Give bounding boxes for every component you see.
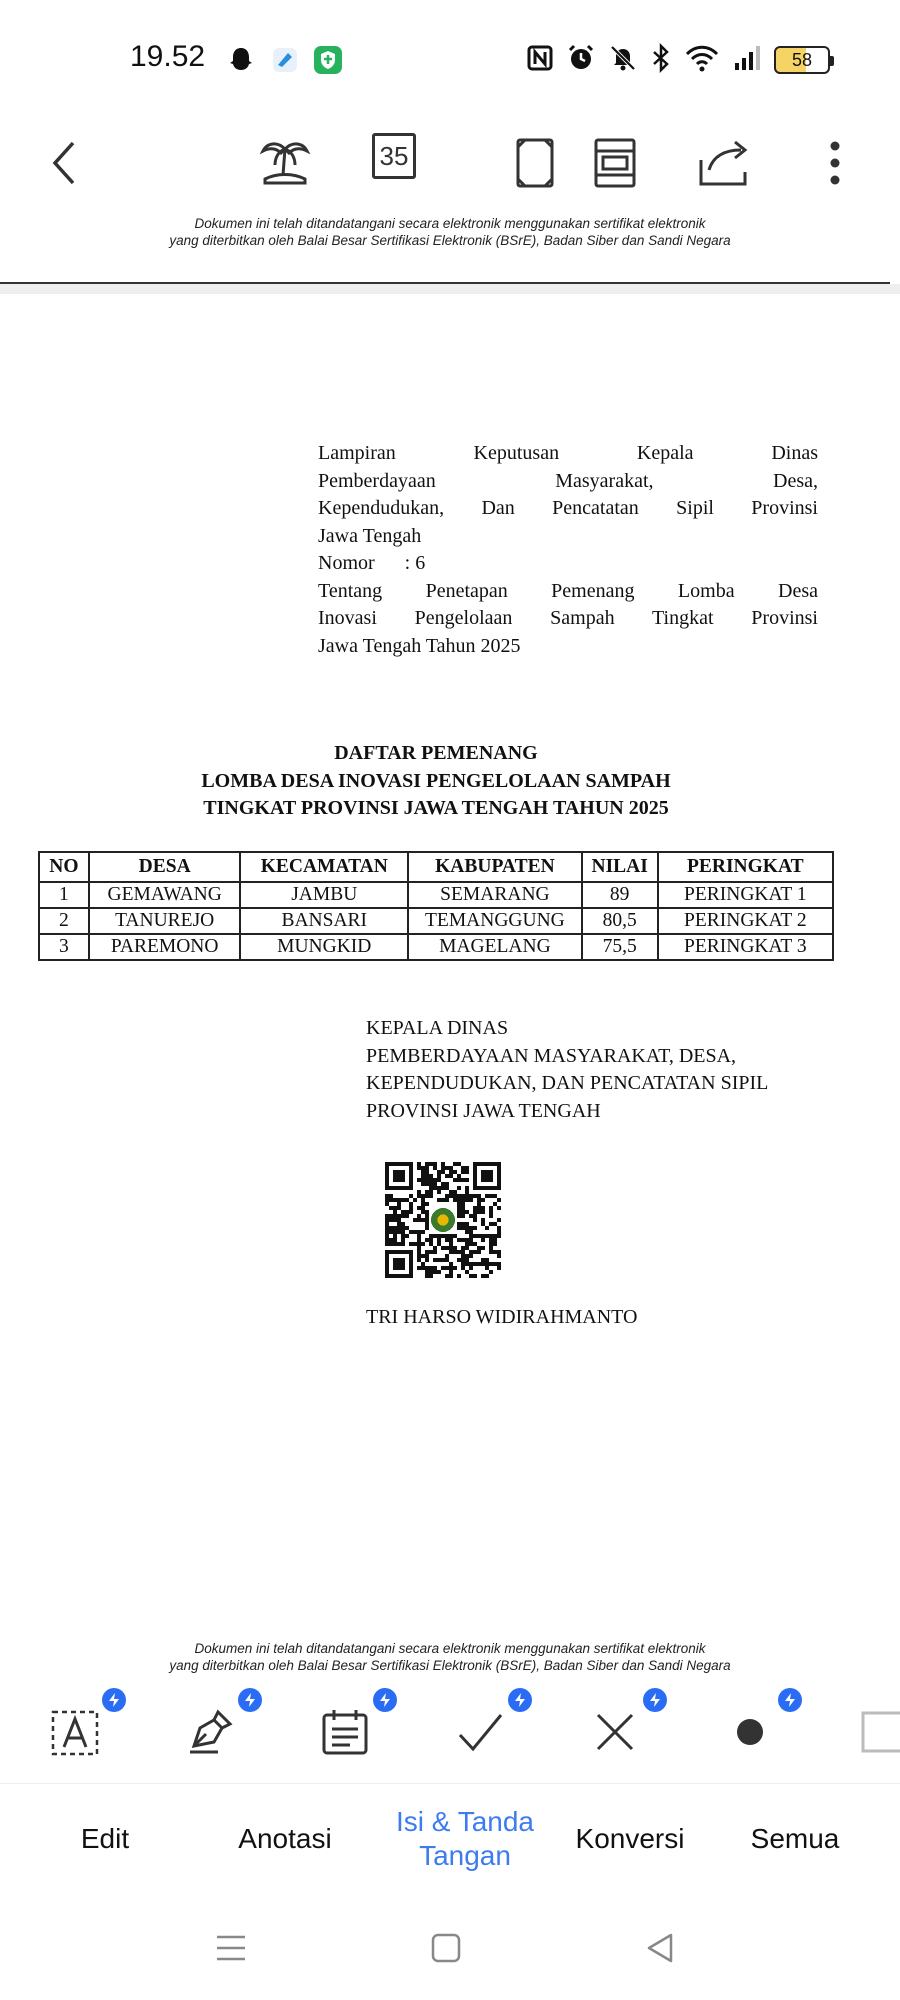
- table-row: [39, 934, 833, 960]
- cell-kecamatan: BANSARI: [240, 908, 408, 934]
- premium-badge-icon: [643, 1688, 667, 1712]
- document-title: [0, 740, 872, 823]
- status-bar: [0, 0, 900, 110]
- qr-code-icon: [385, 1162, 501, 1278]
- app-icon: [270, 44, 300, 76]
- home-button[interactable]: [421, 1923, 471, 1973]
- cell-nilai: 89: [582, 882, 658, 908]
- ghost-icon: [226, 44, 256, 76]
- signature-note-bottom: [0, 1640, 900, 1674]
- signature-note-line2: yang diterbitkan oleh Balai Besar Sertifikasi Elektronik (BSrE), Badan Siber dan Sandi Negara: [169, 1658, 731, 1673]
- calendar-icon: [320, 1707, 370, 1757]
- signature-note-line1: Dokumen ini telah ditandatangani secara elektronik menggunakan sertifikat elektronik: [194, 216, 706, 231]
- signal-icon: [732, 43, 762, 78]
- view-mode-button[interactable]: [580, 128, 650, 198]
- col-header-no: NO: [39, 852, 89, 882]
- home-square-icon: [429, 1931, 463, 1965]
- system-nav-bar: [0, 1893, 900, 2000]
- mute-icon: [608, 43, 638, 78]
- tab-fill-sign-line1: Isi & Tanda: [395, 1806, 535, 1837]
- col-header-kabupaten: KABUPATEN: [408, 852, 582, 882]
- cell-peringkat: PERINGKAT 1: [658, 882, 833, 908]
- table-row: [39, 908, 833, 934]
- alarm-icon: [566, 43, 596, 78]
- tab-edit[interactable]: Edit: [80, 1823, 130, 1854]
- signer-line: PROVINSI JAWA TENGAH: [366, 1099, 601, 1122]
- status-time: 19.52: [130, 40, 206, 73]
- lampiran-nomor: Nomor : 6: [318, 552, 426, 574]
- tab-fill-sign-line2: Tangan: [419, 1840, 511, 1871]
- cell-kabupaten: MAGELANG: [408, 934, 582, 960]
- cell-no: 2: [39, 908, 89, 934]
- share-button[interactable]: [690, 128, 760, 198]
- cell-kabupaten: TEMANGGUNG: [408, 908, 582, 934]
- premium-badge-icon: [102, 1688, 126, 1712]
- text-box-tool[interactable]: [45, 1702, 105, 1762]
- col-header-nilai: NILAI: [582, 852, 658, 882]
- table-header-row: [39, 852, 833, 882]
- lampiran-line: Tentang Penetapan Pemenang Lomba Desa: [318, 579, 818, 602]
- lampiran-line: Pemberdayaan Masyarakat, Desa,: [318, 469, 818, 492]
- reading-mode-button[interactable]: [250, 128, 320, 198]
- cell-kecamatan: JAMBU: [240, 882, 408, 908]
- table-row: [39, 882, 833, 908]
- tab-all[interactable]: Semua: [750, 1823, 840, 1854]
- check-icon: [455, 1707, 505, 1757]
- signature-note-line2: yang diterbitkan oleh Balai Besar Sertifikasi Elektronik (BSrE), Badan Siber dan Sandi Negara: [169, 233, 731, 248]
- fill-sign-toolstrip: [0, 1680, 900, 1780]
- page-gap: [0, 284, 900, 294]
- menu-lines-icon: [214, 1933, 248, 1963]
- more-options-button[interactable]: [800, 128, 870, 198]
- back-nav-button[interactable]: [635, 1923, 685, 1973]
- signer-line: PEMBERDAYAAN MASYARAKAT, DESA,: [366, 1044, 737, 1067]
- signature-qr-code: [385, 1162, 501, 1278]
- signer-line: KEPENDUDUKAN, DAN PENCATATAN SIPIL: [366, 1072, 769, 1094]
- cell-peringkat: PERINGKAT 3: [658, 934, 833, 960]
- palm-tree-icon: [257, 135, 313, 191]
- wifi-icon: [684, 43, 720, 78]
- date-tool[interactable]: [315, 1702, 375, 1762]
- recent-apps-button[interactable]: [206, 1923, 256, 1973]
- cell-nilai: 75,5: [582, 934, 658, 960]
- cross-tool[interactable]: [585, 1702, 645, 1762]
- premium-badge-icon: [373, 1688, 397, 1712]
- fullscreen-button[interactable]: [500, 128, 570, 198]
- signature-note-line1: Dokumen ini telah ditandatangani secara elektronik menggunakan sertifikat elektronik: [194, 1641, 706, 1656]
- lampiran-header: [318, 440, 818, 660]
- cell-desa: TANUREJO: [89, 908, 241, 934]
- tab-convert[interactable]: Konversi: [575, 1823, 685, 1854]
- lampiran-line: Inovasi Pengelolaan Sampah Tingkat Provinsi: [318, 607, 818, 629]
- signature-note-top: [0, 215, 900, 249]
- col-header-desa: DESA: [89, 852, 241, 882]
- battery-icon: [774, 46, 830, 74]
- back-button[interactable]: [30, 128, 100, 198]
- cell-no: 3: [39, 934, 89, 960]
- signer-block: [366, 1015, 866, 1125]
- cell-kecamatan: MUNGKID: [240, 934, 408, 960]
- cell-kabupaten: SEMARANG: [408, 882, 582, 908]
- premium-badge-icon: [778, 1688, 802, 1712]
- rectangle-icon: [860, 1707, 900, 1757]
- back-icon: [45, 138, 85, 188]
- pen-tool[interactable]: [180, 1702, 240, 1762]
- col-header-peringkat: PERINGKAT: [658, 852, 833, 882]
- bottom-tab-bar: [0, 1783, 900, 1893]
- tab-fill-sign[interactable]: [375, 1784, 555, 1894]
- lampiran-line: Lampiran Keputusan Kepala Dinas: [318, 442, 818, 464]
- cell-peringkat: PERINGKAT 2: [658, 908, 833, 934]
- lampiran-line: Kependudukan, Dan Pencatatan Sipil Provinsi: [318, 497, 818, 519]
- more-vertical-icon: [828, 138, 842, 188]
- title-line: TINGKAT PROVINSI JAWA TENGAH TAHUN 2025: [203, 797, 669, 819]
- premium-badge-icon: [508, 1688, 532, 1712]
- back-triangle-icon: [643, 1931, 677, 1965]
- title-line: LOMBA DESA INOVASI PENGELOLAAN SAMPAH: [201, 769, 671, 792]
- signer-name: TRI HARSO WIDIRAHMANTO: [366, 1306, 638, 1328]
- col-header-kecamatan: KECAMATAN: [240, 852, 408, 882]
- signer-line: KEPALA DINAS: [366, 1017, 509, 1039]
- bluetooth-icon: [650, 43, 672, 78]
- top-toolbar: [0, 110, 900, 215]
- lampiran-line: Jawa Tengah Tahun 2025: [318, 634, 521, 657]
- cell-nilai: 80,5: [582, 908, 658, 934]
- nfc-icon: [526, 44, 554, 77]
- tab-annotate[interactable]: Anotasi: [238, 1823, 332, 1854]
- text-box-icon: [50, 1707, 100, 1757]
- lampiran-line: Jawa Tengah: [318, 524, 422, 547]
- battery-level: 58: [791, 49, 813, 70]
- title-line: DAFTAR PEMENANG: [334, 742, 538, 764]
- more-tool[interactable]: [860, 1702, 900, 1762]
- page-count-button[interactable]: 35: [372, 133, 416, 179]
- cross-icon: [590, 1707, 640, 1757]
- dot-icon: [725, 1707, 775, 1757]
- page-layout-icon: [593, 137, 637, 189]
- winners-table: [38, 851, 834, 961]
- shield-icon: [312, 44, 344, 76]
- pen-icon: [184, 1706, 236, 1758]
- cell-desa: PAREMONO: [89, 934, 241, 960]
- cell-desa: GEMAWANG: [89, 882, 241, 908]
- premium-badge-icon: [238, 1688, 262, 1712]
- share-icon: [697, 138, 753, 188]
- fullscreen-icon: [515, 137, 555, 189]
- cell-no: 1: [39, 882, 89, 908]
- dot-tool[interactable]: [720, 1702, 780, 1762]
- check-tool[interactable]: [450, 1702, 510, 1762]
